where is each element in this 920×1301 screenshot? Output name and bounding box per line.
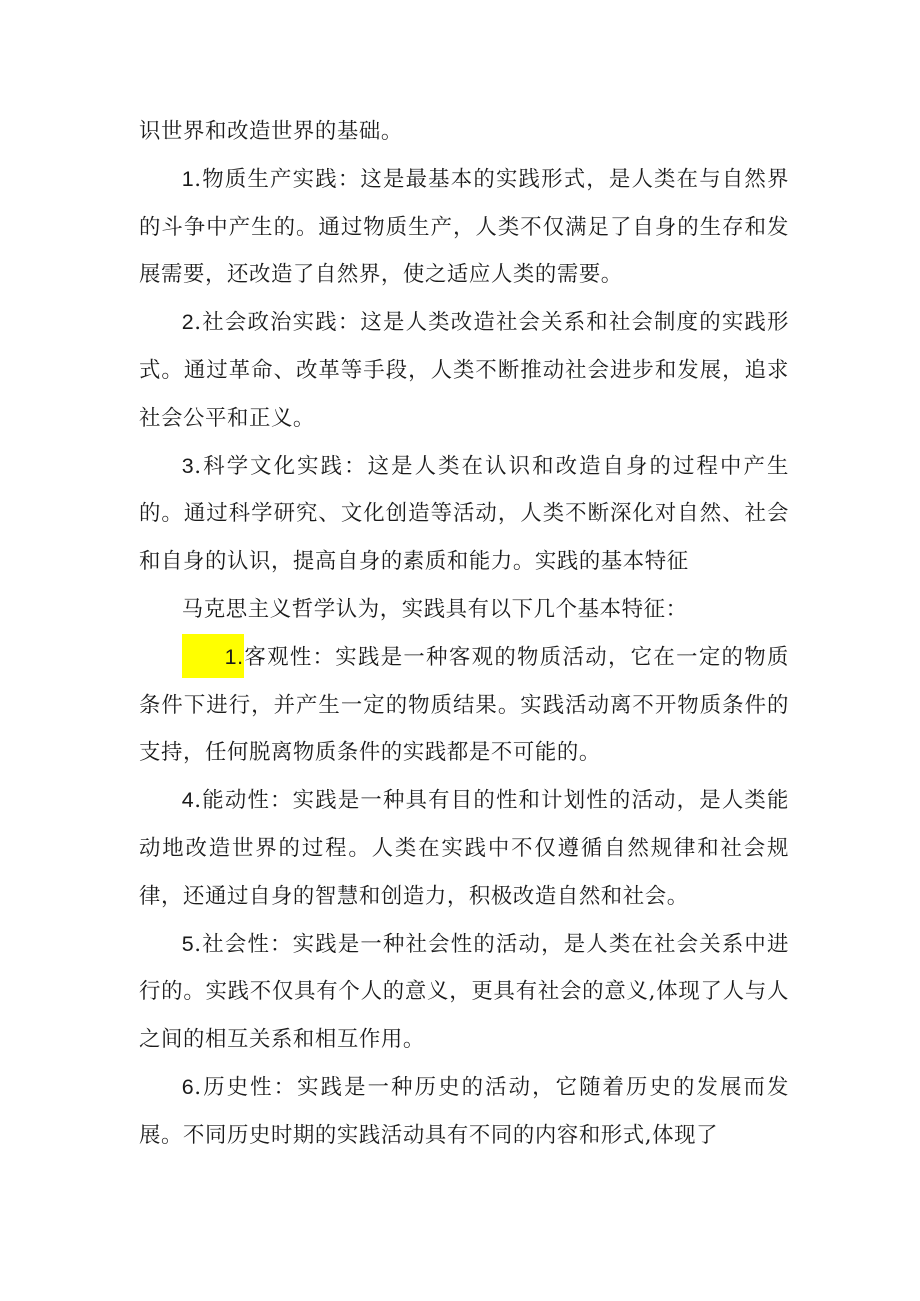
- highlighted-item-number: 1.: [182, 634, 244, 678]
- item-number: 3: [181, 453, 195, 478]
- item-number: 4: [181, 788, 195, 813]
- paragraph-continuation: [139, 108, 789, 156]
- paragraph-text: .历史性：实践是一种历史的活动，它随着历史的发展而发展。不同历史时期的实践活动具有不同的内容和形式,体现了: [139, 1074, 789, 1148]
- paragraph-social-political-practice: [139, 299, 789, 442]
- paragraph-text: .能动性：实践是一种具有目的性和计划性的活动，是人类能动地改造世界的过程。人类在实践中不仅遵循自然规律和社会规律，还通过自身的智慧和创造力，积极改造自然和社会。: [139, 788, 789, 909]
- paragraph-text: .社会政治实践：这是人类改造社会关系和社会制度的实践形式。通过革命、改革等手段，人类不断推动社会进步和发展，追求社会公平和正义。: [139, 310, 789, 431]
- item-number: 1: [181, 166, 195, 191]
- paragraph-text: 马克思主义哲学认为，实践具有以下几个基本特征：: [181, 596, 688, 622]
- paragraph-historicity: [139, 1064, 789, 1160]
- paragraph-material-practice: [139, 156, 789, 299]
- paragraph-text: 识世界和改造世界的基础。: [139, 119, 403, 144]
- paragraph-text: .物质生产实践：这是最基本的实践形式，是人类在与自然界的斗争中产生的。通过物质生产，人类不仅满足了自身的生存和发展需要，还改造了自然界，使之适应人类的需要。: [139, 166, 789, 288]
- item-number: 6: [181, 1074, 195, 1099]
- paragraph-text: 客观性：实践是一种客观的物质活动，它在一定的物质条件下进行，并产生一定的物质结果。实践活动离不开物质条件的支持，任何脱离物质条件的实践都是不可能的。: [139, 644, 789, 766]
- paragraph-sociality: [139, 921, 789, 1064]
- paragraph-initiative: [139, 777, 789, 920]
- item-number: 2: [181, 310, 195, 335]
- paragraph-text: .科学文化实践：这是人类在认识和改造自身的过程中产生的。通过科学研究、文化创造等活动，人类不断深化对自然、社会和自身的认识，提高自身的素质和能力。实践的基本特征: [139, 453, 789, 575]
- item-number: 5: [181, 931, 195, 956]
- paragraph-objectivity: [139, 634, 789, 777]
- paragraph-features-intro: [139, 586, 789, 634]
- paragraph-scientific-cultural-practice: [139, 443, 789, 586]
- document-body: [139, 108, 789, 1160]
- paragraph-text: .社会性：实践是一种社会性的活动，是人类在社会关系中进行的。实践不仅具有个人的意义，更具有社会的意义,体现了人与人之间的相互关系和相互作用。: [139, 931, 789, 1053]
